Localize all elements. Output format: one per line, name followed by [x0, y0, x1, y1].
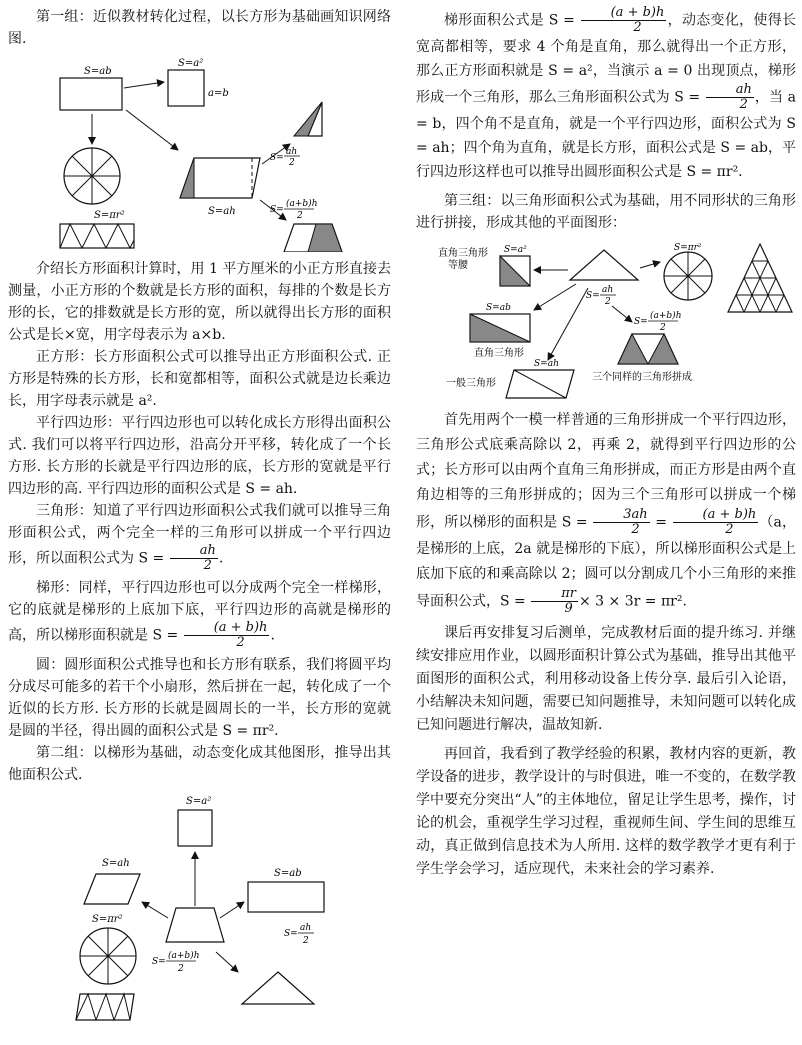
trap-dynamic-formula-num: (a + b)h [581, 6, 667, 21]
triangle-formula [170, 544, 218, 573]
group3-text-a: 首先用两个一模一样普通的三角形拼成一个平行四边形，三角形公式底乘高除以 2，再乘 2，就得到平行四边形的公式；长方形可以由两个直角三角形拼成，而正方形是由两个直角边相等的三角形拼成的；因为三个三角形可以拼成一个梯形，所以梯形的面积是 S = [416, 412, 796, 531]
trapezoid-text: 梯形：同样，平行四边形也可以分成两个完全一样梯形，它的底就是梯形的上底加下底，平行四边形的高就是梯形的高，所以梯形面积就是 S = [8, 580, 391, 644]
fig3-para-label: S=ah [534, 359, 559, 369]
fig2-arrow-to-parallelogram [142, 902, 168, 918]
group3-formula-1-num: 3ah [593, 508, 649, 523]
fig2-trapezoid [166, 908, 224, 942]
fig1-parallelogram-label: S=ah [208, 206, 236, 217]
fig1-arrow-to-square [124, 82, 164, 88]
fig3-trap-S: S= [634, 317, 648, 327]
fig1-tri-S: S= [270, 153, 284, 163]
group3-formula-3-den: 9 [564, 601, 573, 616]
fig3-rect-label: S=ab [486, 303, 511, 313]
group3-formula-2-den: 2 [725, 522, 734, 537]
fig2-tri-den: 2 [303, 936, 309, 946]
group3-eq: = [655, 514, 667, 531]
fig1-trap-S: S= [270, 205, 284, 215]
trap-dynamic-text-c: ，当 a = b，四个角不是直角，就是一个平行四边形，面积公式为 S = ah；四个角为直角，就是长方形，面积公式是 S = ab，平行四边形这样也可以推导出圆形面积公式是 S = πr². [416, 89, 796, 180]
fig3-iso-label: 直角三角形 [438, 248, 488, 259]
fig3-parallelogram [506, 370, 574, 398]
paragraph-homework: 课后再安排复习后测单，完成教材后面的提升练习. 并继续安排应用作业，以圆形面积计算公式为基础，推导出其他平面图形的面积公式，利用移动设备上传分享. 最后引入论语，小结解决未知问题，需要已知问题推导，未知问题可以转化成已知问题进行解决，温故知新. [416, 625, 796, 733]
fig1-trap-num: (a+b)h [286, 199, 318, 209]
trapezoid-formula [184, 621, 270, 650]
fig3-circle-label: S=πr² [674, 243, 702, 253]
fig3-arrow-to-circle [640, 262, 660, 268]
fig3-trapezoid [618, 334, 678, 364]
fig2-parallelogram [84, 874, 140, 904]
fig3-general-label: 一般三角形 [446, 378, 496, 389]
fig3-subdivided-triangle [728, 244, 792, 312]
paragraph-rectangle: 介绍长方形面积计算时，用 1 平方厘米的小正方形直接去测量，小正方形的个数就是长方形的面积，每排的个数是长方形的长，它的排数就是长方形的宽，所以就得出长方形的面积公式是长×宽，用字母表示为 a×b. [8, 261, 391, 343]
fig1-circle-label: S=πr² [94, 210, 125, 221]
trapezoid-formula-den: 2 [236, 635, 245, 650]
fig1-circle [64, 148, 120, 204]
paragraph-group2-intro: 第二组：以梯形为基础，动态变化成其他图形，推导出其他面积公式. [8, 745, 391, 783]
fig2-triangle [242, 972, 314, 1004]
paragraph-circle: 圆：圆形面积公式推导也和长方形有联系，我们将圆平均分成尽可能多的若干个小扇形，然后拼在一起，转化成了一个近似的长方形. 长方形的长就是圆周长的一半，长方形的宽就是圆的半径，得出圆的面积公式是 S = πr². [8, 657, 391, 739]
fig2-rect-label: S=ab [274, 868, 302, 879]
fig2-square [178, 810, 212, 846]
left-column [8, 6, 391, 1029]
fig2-trap-num: (a+b)h [168, 951, 200, 961]
fig3-tri-den: 2 [605, 297, 611, 307]
fig2-trap-den: 2 [178, 964, 184, 974]
paragraph-group1-intro: 第一组：近似教材转化过程，以长方形为基础画知识网络图. [8, 9, 391, 47]
fig1-square [168, 70, 204, 106]
paragraph-triangle: 三角形：知道了平行四边形面积公式我们就可以推导三角形面积公式，两个完全一样的三角形可以拼成一个平行四边形，所以面积公式为 S = $\frac{ah}{2}$ . [8, 503, 391, 573]
group3-formula-3 [531, 587, 578, 616]
fig1-a-eq-b: a=b [208, 88, 229, 99]
paragraph-reflection: 再回首，我看到了教学经验的积累，教材内容的更新，教学设备的进步，教学设计的与时俱进，唯一不变的，在数学教学中要充分突出“人”的主体地位，留足让学生思考，操作，讨论的机会，重视学生学习过程，重视师生间、学生间的思维互动，真正做到信息技术为人所用. 这样的数学教学才更有利于学生学会学习，适应现代，未来社会的学习素养. [416, 746, 796, 877]
group3-formula-2 [673, 508, 759, 537]
trap-dynamic-tri-den: 2 [739, 97, 748, 112]
fig3-rectangle [470, 314, 530, 342]
fig3-arrow-to-parallelogram [548, 288, 588, 360]
figure-triangle-network [416, 240, 796, 400]
fig2-square-label: S=a² [186, 796, 212, 807]
trap-dynamic-formula [581, 6, 667, 35]
fig2-trap-S: S= [152, 957, 166, 967]
triangle-text: 三角形：知道了平行四边形面积公式我们就可以推导三角形面积公式，两个完全一样的三角形可以拼成一个平行四边形，所以面积公式为 S = [8, 503, 391, 567]
fig1-square-label: S=a² [178, 58, 204, 69]
paragraph-group3-explanation [416, 408, 796, 616]
fig3-tri-S: S= [586, 291, 600, 301]
group3-formula-3-num: πr [531, 587, 578, 602]
paragraph-square: 正方形：长方形面积公式可以推导出正方形面积公式. 正方形是特殊的长方形，长和宽都相等，面积公式就是边长乘边长，用字母表示就是 a². [8, 349, 391, 409]
paragraph-trapezoid-dynamic [416, 6, 796, 184]
paragraph-parallelogram: 平行四边形：平行四边形也可以转化成长方形得出面积公式. 我们可以将平行四边形，沿高分开平移，转化成了一个长方形. 长方形的长就是平行四边形的底，长方形的宽就是平行四边形的高. 平行四边形的面积公式是 S = ah. [8, 415, 391, 497]
group3-formula-1-den: 2 [631, 522, 640, 537]
fig1-rectangle [60, 78, 122, 110]
fig1-parallelogram [180, 158, 260, 198]
figure-trapezoid-network [8, 794, 391, 1029]
trap-dynamic-formula-den: 2 [633, 20, 642, 35]
fig1-sector-rectangle [60, 224, 134, 248]
fig1-triangles [294, 102, 322, 136]
fig2-tri-S: S= [284, 929, 298, 939]
trap-dynamic-text-b: ，动态变化，使得长宽高都相等，要求 4 个角是直角，那么就得出一个正方形，那么正方形面积就是 S = a²，当演示 a = 0 出现顶点，梯形形成一个三角形，那么三角形面积公式为 S = [416, 12, 796, 106]
right-column [416, 6, 796, 881]
trap-dynamic-tri-num: ah [706, 83, 754, 98]
fig1-trapezoids [284, 224, 342, 252]
fig3-center-triangle [570, 250, 638, 280]
trap-dynamic-text-a: 梯形面积公式是 S = [444, 12, 575, 29]
trapezoid-formula-num: (a + b)h [184, 621, 270, 636]
group3-formula-2-num: (a + b)h [673, 508, 759, 523]
fig1-rect-label: S=ab [84, 66, 112, 77]
fig3-square [500, 256, 530, 286]
fig2-arrow-to-triangle [216, 952, 238, 972]
fig3-three-label: 三个同样的三角形拼成 [592, 372, 692, 383]
figure-rectangle-network [8, 52, 391, 252]
triangle-formula-num: ah [170, 544, 218, 559]
group3-text-b: （a，是梯形的上底，2a 就是梯形的下底），所以梯形面积公式是上底加下底的和乘高除以 2；圆可以分割成几个小三角形的来推导面积公式，S = [416, 514, 797, 610]
group3-text-c: × 3 × 3r = πr². [579, 593, 687, 610]
fig3-trap-den: 2 [660, 323, 666, 333]
fig2-circle-label: S=πr² [92, 914, 123, 925]
fig1-tri-num: ah [286, 147, 298, 157]
paragraph-group3-intro: 第三组：以三角形面积公式为基础，用不同形状的三角形进行拼接，形成其他的平面图形： [416, 193, 796, 231]
fig3-trap-num: (a+b)h [650, 311, 682, 321]
fig3-arrow-to-trapezoid [612, 306, 632, 322]
fig1-tri-den: 2 [289, 158, 295, 168]
fig1-trap-den: 2 [297, 211, 303, 221]
paragraph-trapezoid: 梯形：同样，平行四边形也可以分成两个完全一样梯形，它的底就是梯形的上底加下底，平行四边形的高就是梯形的高，所以梯形面积就是 S = $\frac{(a + b)h}{2}$ . [8, 580, 391, 650]
fig3-iso-label2: 等腰 [448, 260, 468, 271]
trap-dynamic-tri-formula [706, 83, 754, 112]
fig2-circle [80, 928, 136, 984]
fig3-right-tri-label: 直角三角形 [474, 348, 524, 359]
fig2-tri-num: ah [300, 923, 312, 933]
fig3-square-label: S=a² [504, 245, 527, 255]
fig2-sector-rectangle [76, 994, 134, 1020]
fig2-arrow-to-rectangle [220, 902, 244, 918]
group3-formula-1 [593, 508, 649, 537]
fig3-tri-num: ah [602, 285, 614, 295]
fig2-rectangle [248, 882, 324, 912]
triangle-formula-den: 2 [203, 558, 212, 573]
fig2-para-label: S=ah [102, 858, 130, 869]
fig1-arrow-to-parallelogram [126, 110, 178, 150]
fig3-circle [664, 252, 712, 300]
fig3-arrow-to-rectangle [534, 284, 576, 310]
